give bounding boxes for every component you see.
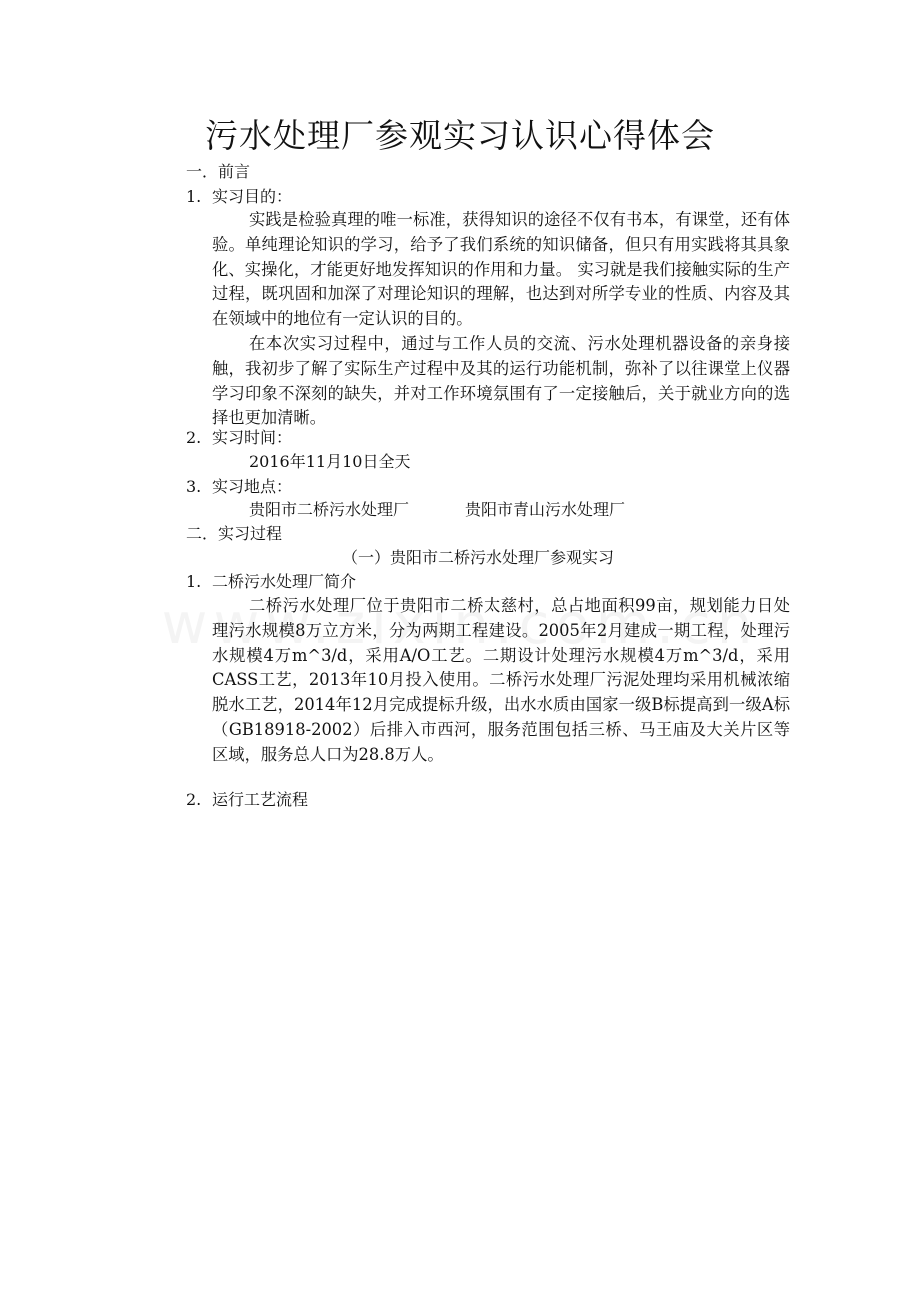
- item-label: 运行工艺流程: [212, 790, 309, 809]
- purpose-paragraph-1: 实践是检验真理的唯一标准，获得知识的途径不仅有书本，有课堂，还有体验。单纯理论知识的学习，给予了我们系统的知识储备，但只有用实践将其具象化、实操化，才能更好地发挥知识的作用和力量。 实习就是我们接触实际的生产过程，既巩固和加深了对理论知识的理解，也达到对所学专业的性质、内容及其在领域中的地位有一定认识的目的。: [212, 210, 790, 329]
- item-label: 实习目的：: [212, 187, 293, 206]
- item-number: 3.: [186, 477, 202, 496]
- item-number: 1.: [186, 572, 202, 591]
- location-value-qingshan: 贵阳市青山污水处理厂: [465, 500, 626, 519]
- intro-paragraph: 二桥污水处理厂位于贵阳市二桥太慈村，总占地面积99亩，规划能力日处理污水规模8万立方米，分为两期工程建设。2005年2月建成一期工程，处理污水规模4万m^3/d，采用A/O工艺。二期设计处理污水规模4万m^3/d，采用CASS工艺，2013年10月投入使用。二桥污水处理厂污泥处理均采用机械浓缩脱水工艺，2014年12月完成提标升级，出水水质由国家一级B标提高到一级A标（GB18918-2002）后排入市西河，服务范围包括三桥、马王庙及大关片区等区域，服务总人口为28.8万人。: [212, 596, 790, 764]
- item-time-heading: [186, 426, 292, 450]
- location-value-erqiao: 贵阳市二桥污水处理厂: [249, 500, 410, 519]
- item-number: 1.: [186, 187, 202, 206]
- subsection-heading: （一）贵阳市二桥污水处理厂参观实习: [341, 548, 614, 567]
- document-title: 污水处理厂参观实习认识心得体会: [205, 116, 715, 155]
- section-heading-process: 二．实习过程: [186, 524, 283, 543]
- item-location-heading: [186, 475, 292, 499]
- item-flow-heading: [186, 788, 308, 812]
- item-label: 实习地点：: [212, 477, 293, 496]
- item-label: 实习时间：: [212, 428, 293, 447]
- item-purpose-heading: [186, 185, 292, 209]
- section-heading-preface: 一．前言: [186, 162, 251, 181]
- item-intro-heading: [186, 570, 356, 594]
- item-number: 2.: [186, 790, 202, 809]
- item-number: 2.: [186, 428, 202, 447]
- item-label: 二桥污水处理厂简介: [212, 572, 357, 591]
- purpose-paragraph-2: 在本次实习过程中，通过与工作人员的交流、污水处理机器设备的亲身接触，我初步了解了实际生产过程中及其的运行功能机制，弥补了以往课堂上仪器学习印象不深刻的缺失，并对工作环境氛围有了一定接触后，关于就业方向的选择也更加清晰。: [212, 334, 790, 428]
- time-value: 2016年11月10日全天: [249, 452, 411, 471]
